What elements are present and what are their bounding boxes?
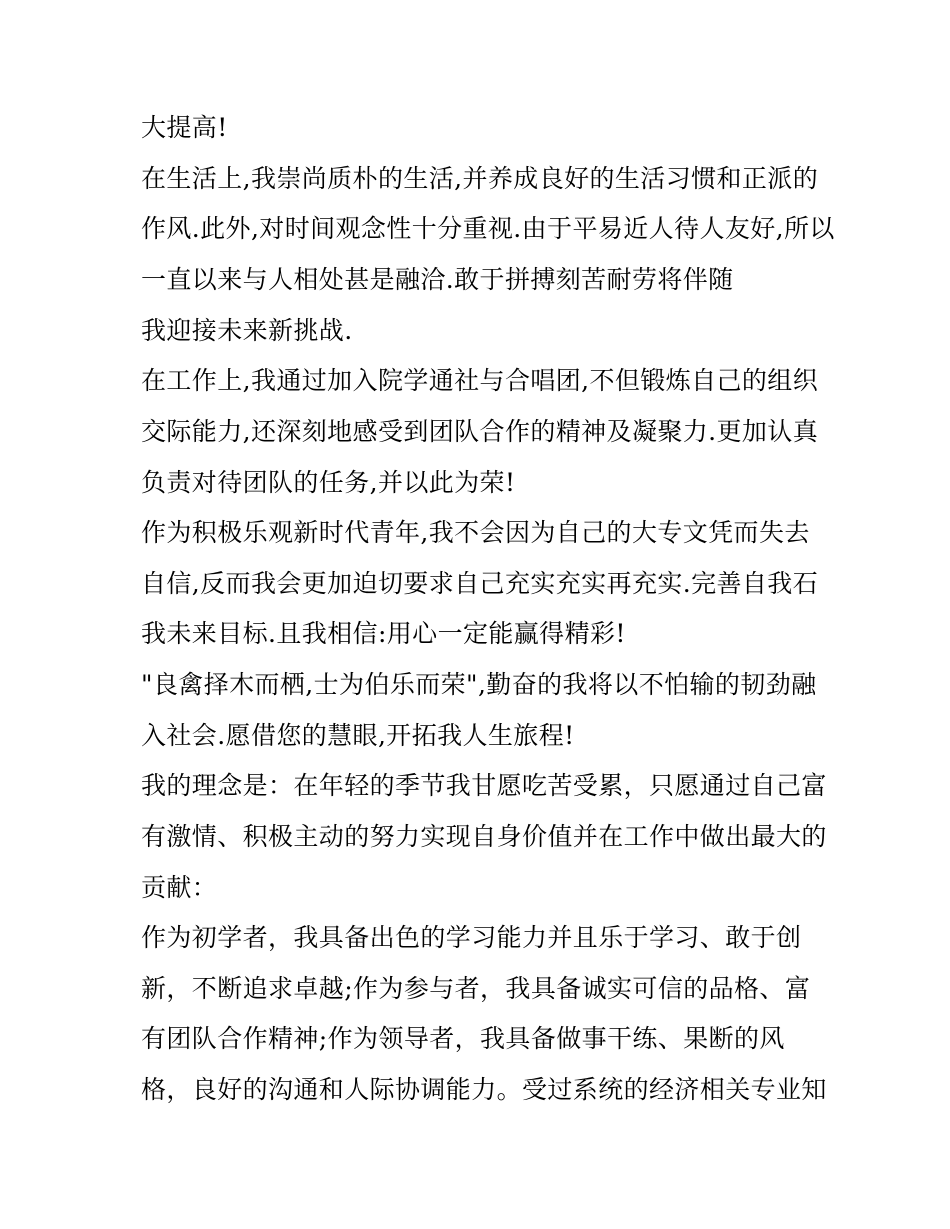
- text-line: 入社会.愿借您的慧眼,开拓我人生旅程!: [141, 721, 575, 750]
- text-line: 在工作上,我通过加入院学通社与合唱团,不但锻炼自己的组织: [141, 366, 819, 395]
- text-line: 负责对待团队的任务,并以此为荣!: [141, 468, 516, 497]
- text-line: 在生活上,我崇尚质朴的生活,并养成良好的生活习惯和正派的: [141, 164, 819, 193]
- text-line: "良禽择木而栖,士为伯乐而荣",勤奋的我将以不怕输的韧劲融: [141, 670, 817, 699]
- text-line: 贡献：: [141, 873, 218, 902]
- text-line: 交际能力,还深刻地感受到团队合作的精神及凝聚力.更加认真: [141, 417, 819, 446]
- text-line: 有激情、积极主动的努力实现自身价值并在工作中做出最大的: [141, 822, 827, 851]
- text-line: 大提高!: [141, 113, 228, 142]
- text-line: 有团队合作精神;作为领导者，我具备做事干练、果断的风: [141, 1024, 785, 1053]
- text-line: 我的理念是：在年轻的季节我甘愿吃苦受累，只愿通过自己富: [141, 771, 827, 800]
- text-line: 我未来目标.且我相信:用心一定能赢得精彩!: [141, 619, 626, 648]
- text-line: 我迎接未来新挑战.: [141, 316, 353, 345]
- text-line: 作为积极乐观新时代青年,我不会因为自己的大专文凭而失去: [141, 518, 810, 547]
- text-line: 一直以来与人相处甚是融洽.敢于拼搏刻苦耐劳将伴随: [141, 265, 734, 294]
- text-line: 新，不断追求卓越;作为参与者，我具备诚实可信的品格、富: [141, 974, 811, 1003]
- text-line: 格，良好的沟通和人际协调能力。受过系统的经济相关专业知: [141, 1075, 827, 1104]
- text-line: 作为初学者，我具备出色的学习能力并且乐于学习、敢于创: [141, 923, 802, 952]
- text-line: 作风.此外,对时间观念性十分重视.由于平易近人待人友好,所以: [141, 214, 835, 243]
- text-line: 自信,反而我会更加迫切要求自己充实充实再充实.完善自我石: [141, 569, 819, 598]
